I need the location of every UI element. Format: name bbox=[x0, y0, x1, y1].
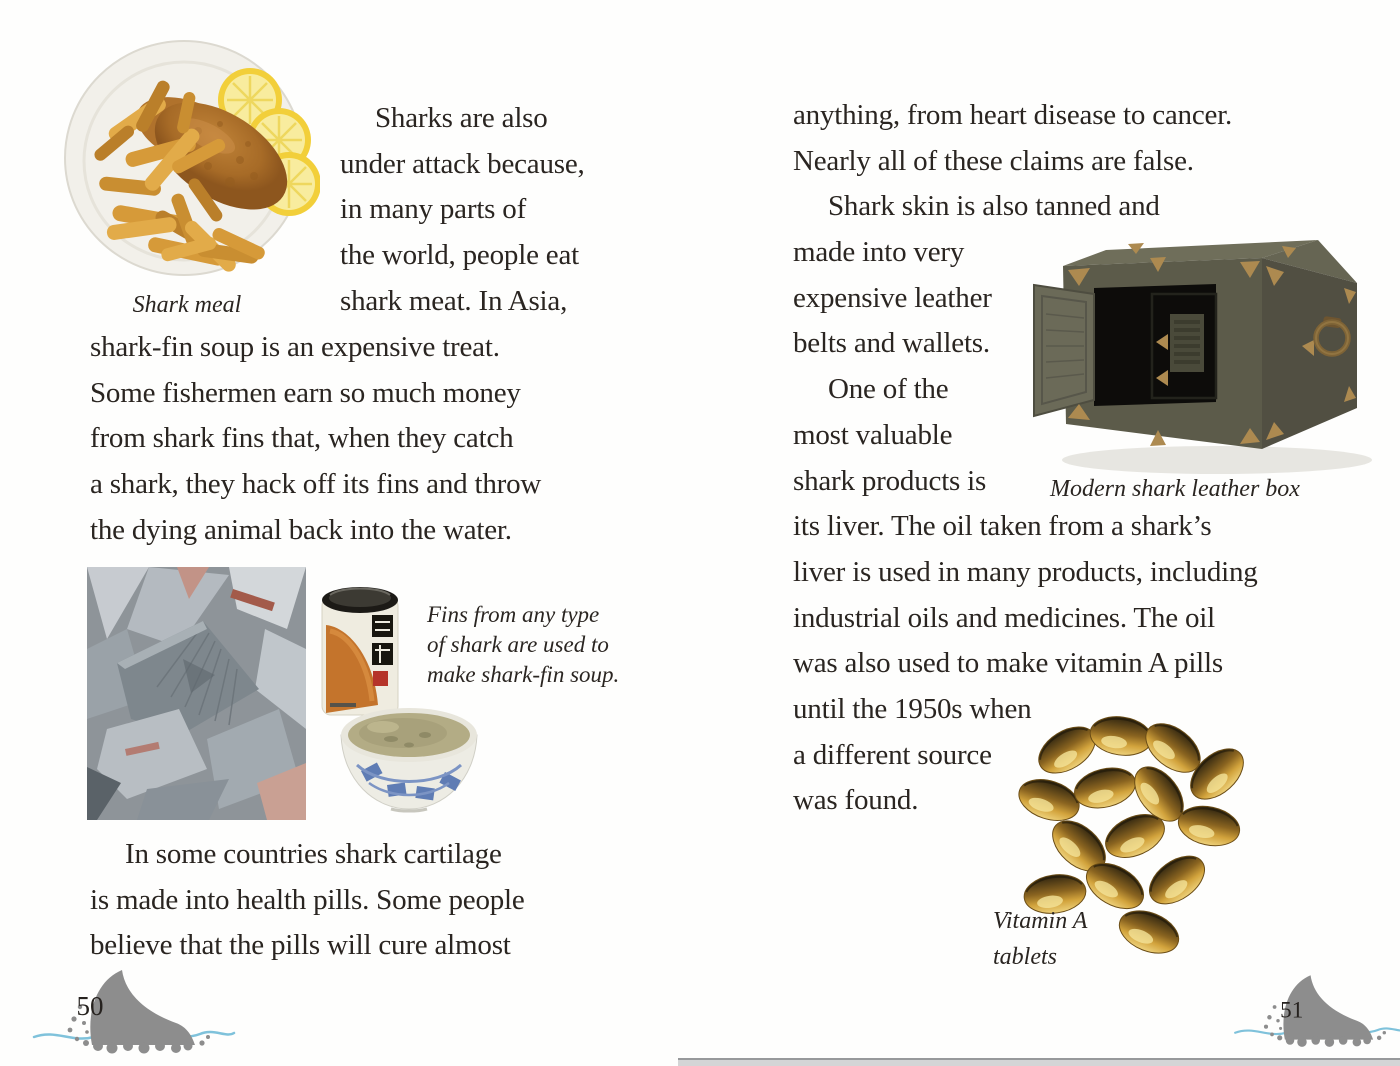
page-edge-shadow bbox=[678, 1058, 1400, 1066]
open-door bbox=[1034, 285, 1094, 416]
vitamin-caption bbox=[993, 903, 1087, 975]
text-line: made into very bbox=[793, 236, 965, 269]
text-line: a shark, they hack off its fins and throw bbox=[90, 468, 542, 501]
text-line: Nearly all of these claims are false. bbox=[793, 144, 1194, 177]
paragraph-cartilage-pills bbox=[90, 832, 525, 969]
text-line: liver is used in many products, including bbox=[793, 555, 1258, 588]
text-line: until the 1950s when bbox=[793, 692, 1032, 725]
text-line: shark-fin soup is an expensive treat. bbox=[90, 331, 500, 363]
paragraph-shark-fin-soup bbox=[90, 325, 541, 553]
text-line: from shark fins that, when they catch bbox=[90, 422, 514, 455]
shark-meal-caption: Shark meal bbox=[132, 292, 242, 318]
text-line: shark meat. In Asia, bbox=[340, 284, 568, 317]
text-line: shark products is bbox=[793, 464, 987, 497]
caption-line: tablets bbox=[993, 944, 1057, 970]
text-line: Shark skin is also tanned and bbox=[828, 190, 1160, 223]
caption-line: make shark-fin soup. bbox=[427, 662, 620, 687]
shark-fin-page-marker-right bbox=[1230, 966, 1400, 1054]
fins-caption bbox=[427, 600, 619, 690]
text-line: belts and wallets. bbox=[793, 327, 990, 360]
shark-meal-photo bbox=[58, 36, 320, 284]
text-line: One of the bbox=[828, 373, 949, 406]
paragraph-sharks-under-attack bbox=[340, 96, 585, 324]
text-line: expensive leather bbox=[793, 281, 992, 314]
text-line: the world, people eat bbox=[340, 239, 579, 272]
leather-box-caption: Modern shark leather box bbox=[1050, 476, 1300, 502]
text-line: the dying animal back into the water. bbox=[90, 513, 512, 546]
text-line: a different source bbox=[793, 738, 992, 771]
caption-line: of shark are used to bbox=[427, 632, 609, 657]
text-line: believe that the pills will cure almost bbox=[90, 929, 511, 962]
text-line: under attack because, bbox=[340, 147, 585, 180]
text-line: was found. bbox=[793, 784, 919, 817]
page-number-50: 50 bbox=[76, 991, 104, 1021]
shark-fins-photo bbox=[87, 567, 306, 820]
text-line: Some fishermen earn so much money bbox=[90, 376, 521, 409]
text-line: Sharks are also bbox=[375, 102, 548, 134]
shark-fin-page-marker-left bbox=[28, 963, 238, 1058]
fin-shape bbox=[90, 970, 195, 1045]
text-line: is made into health pills. Some people bbox=[90, 883, 525, 916]
caption-line: Fins from any type bbox=[427, 602, 600, 627]
text-line: anything, from heart disease to cancer. bbox=[793, 99, 1233, 131]
text-line: was also used to make vitamin A pills bbox=[793, 647, 1223, 680]
leather-box-photo bbox=[1032, 230, 1377, 480]
text-line: in many parts of bbox=[340, 193, 527, 226]
page-number-51: 51 bbox=[1280, 997, 1304, 1024]
text-line: most valuable bbox=[793, 418, 953, 451]
text-line: its liver. The oil taken from a shark’s bbox=[793, 510, 1212, 543]
text-line: In some countries shark cartilage bbox=[125, 838, 502, 870]
text-line: industrial oils and medicines. The oil bbox=[793, 601, 1215, 634]
soup-bowl-photo bbox=[333, 695, 485, 819]
caption-line: Vitamin A bbox=[993, 908, 1088, 934]
